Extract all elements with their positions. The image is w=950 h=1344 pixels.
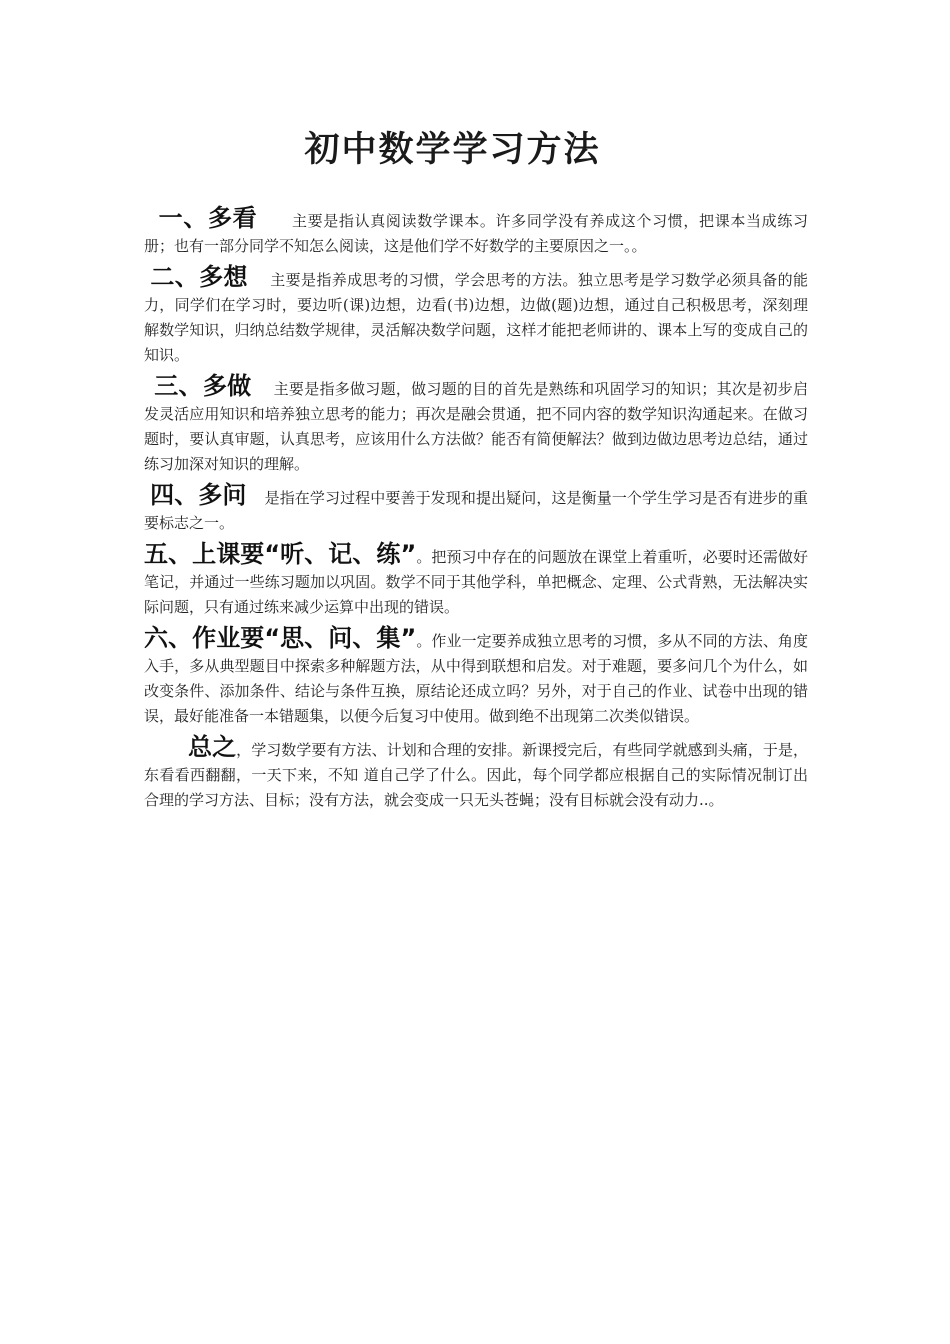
section-duoxiang xyxy=(144,265,808,368)
section-text: 主要是指养成思考的习惯，学会思考的方法。独立思考是学习数学必须具备的能力，同学们在学习时，要边听(课)边想，边看(书)边想，边做(题)边想，通过自己积极思考，深刻理解数学知识，归纳总结数学规律，灵活解决数学问题，这样才能把老师讲的、课本上写的变成自己的知识。 xyxy=(144,271,808,364)
page-title: 初中数学学习方法 xyxy=(304,130,601,170)
section-duokan xyxy=(144,206,808,259)
section-duowen xyxy=(144,483,808,536)
section-duozuo xyxy=(144,374,808,477)
section-text: 。作业一定要养成独立思考的习惯，多从不同的方法、角度入手，多从典型题目中探索多种解题方法，从中得到联想和启发。对于难题，要多问几个为什么，如改变条件、添加条件、结论与条件互换，原结论还成立吗？另外，对于自己的作业、试卷中出现的错误，最好能准备一本错题集，以便今后复习中使用。做到绝不出现第二次类似错误。 xyxy=(144,632,808,725)
document-body xyxy=(144,206,808,819)
section-text: 是指在学习过程中要善于发现和提出疑问，这是衡量一个学生学习是否有进步的重要标志之一。 xyxy=(144,489,809,532)
section-heading: 五、上课要“听、记、练” xyxy=(144,540,417,568)
section-text: 。把预习中存在的问题放在课堂上着重听，必要时还需做好笔记，并通过一些练习题加以巩固。数学不同于其他学科，单把概念、定理、公式背熟，无法解决实际问题，只有通过练来减少运算中出现的错误。 xyxy=(144,548,808,616)
section-heading: 四、多问 xyxy=(150,481,247,509)
section-text: 主要是指认真阅读数学课本。许多同学没有养成这个习惯，把课本当成练习册；也有一部分同学不知怎么阅读，这是他们学不好数学的主要原因之一。。 xyxy=(144,212,808,255)
section-heading: 二、多想 xyxy=(150,263,248,291)
section-heading: 六、作业要“思、问、集” xyxy=(144,624,417,652)
section-text: ，学习数学要有方法、计划和合理的安排。新课授完后，有些同学就感到头痛，于是，东看看西翻翻，一天下来，不知 道自己学了什么。因此，每个同学都应根据自己的实际情况制订出合理的学习方法、目标；没有方法，就会变成一只无头苍蝇；没有目标就会没有动力..。 xyxy=(144,741,808,809)
section-zongzhi xyxy=(144,735,808,813)
section-heading: 一、多看 xyxy=(158,204,258,232)
section-heading: 总之 xyxy=(188,733,237,761)
section-heading: 三、多做 xyxy=(154,372,252,400)
section-tingjilian xyxy=(144,542,808,620)
section-siwenji xyxy=(144,626,808,729)
section-text: 主要是指多做习题，做习题的目的首先是熟练和巩固学习的知识；其次是初步启发灵活应用知识和培养独立思考的能力；再次是融会贯通，把不同内容的数学知识沟通起来。在做习题时，要认真审题，认真思考，应该用什么方法做？能否有简便解法？做到边做边思考边总结，通过练习加深对知识的理解。 xyxy=(144,380,808,473)
